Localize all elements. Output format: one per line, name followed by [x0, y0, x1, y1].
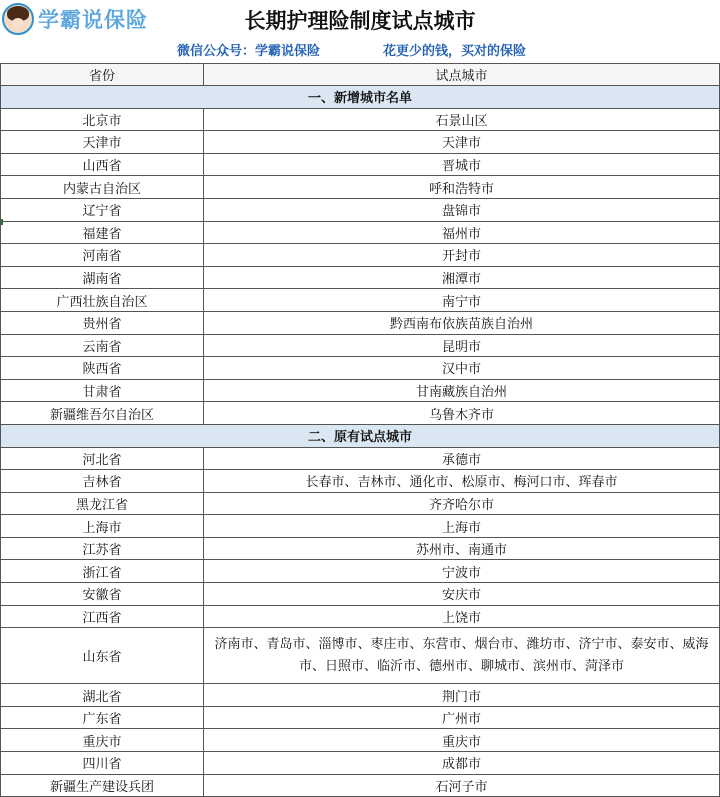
cities-cell[interactable]: 广州市	[441, 712, 481, 728]
cities-cell[interactable]: 盘锦市	[441, 204, 481, 220]
section-heading-row	[0, 425, 720, 448]
title-block	[0, 0, 720, 63]
cities-cell[interactable]: 苏州市、南通市	[415, 543, 507, 559]
province-cell[interactable]: 贵州省	[1, 312, 204, 334]
province-cell[interactable]: 江西省	[1, 606, 204, 628]
province-cell[interactable]: 安徽省	[1, 583, 204, 605]
province-cell[interactable]: 天津市	[1, 131, 204, 153]
province-cell[interactable]: 山西省	[1, 154, 204, 176]
province-cell[interactable]: 北京市	[1, 109, 204, 131]
province-cell[interactable]: 四川省	[1, 752, 204, 774]
table-row	[0, 752, 720, 775]
table-row	[0, 470, 720, 493]
province-cell[interactable]: 广东省	[1, 707, 204, 729]
province-cell[interactable]: 河北省	[1, 448, 204, 470]
cities-cell[interactable]: 成都市	[441, 757, 481, 773]
table-row	[0, 176, 720, 199]
cities-cell[interactable]: 石河子市	[435, 779, 488, 795]
province-cell[interactable]: 新疆维吾尔自治区	[1, 402, 204, 424]
cities-cell[interactable]: 湘潭市	[441, 272, 481, 288]
table-row	[0, 707, 720, 730]
province-cell[interactable]: 浙江省	[1, 560, 204, 582]
cities-cell[interactable]: 重庆市	[441, 734, 481, 750]
table-row	[0, 131, 720, 154]
table-row	[0, 402, 720, 425]
table-row	[0, 267, 720, 290]
cities-cell[interactable]: 天津市	[441, 136, 481, 152]
province-cell[interactable]: 黑龙江省	[1, 493, 204, 515]
cities-cell[interactable]: 汉中市	[441, 362, 481, 378]
column-header-cities[interactable]: 试点城市	[204, 64, 719, 85]
page-title: 长期护理险制度试点城市	[244, 9, 476, 33]
cities-cell[interactable]: 齐齐哈尔市	[428, 497, 494, 513]
cities-cell[interactable]: 南宁市	[441, 294, 481, 310]
cities-cell[interactable]: 宁波市	[441, 565, 481, 581]
section-heading[interactable]: 一、新增城市名单	[307, 91, 412, 107]
province-cell[interactable]: 江苏省	[1, 538, 204, 560]
cities-cell[interactable]: 济南市、青岛市、淄博市、枣庄市、东营市、烟台市、潍坊市、济宁市、泰安市、威海市、日照市、临沂市、德州市、聊城市、滨州市、菏泽市	[214, 636, 709, 674]
cities-cell[interactable]: 甘南藏族自治州	[415, 385, 507, 401]
province-cell[interactable]: 广西壮族自治区	[1, 289, 204, 311]
table-row	[0, 199, 720, 222]
table-row	[0, 538, 720, 561]
table-header-row	[0, 64, 720, 86]
province-cell[interactable]: 福建省	[1, 222, 204, 244]
table-row	[0, 560, 720, 583]
slogan: 花更少的钱，买对的保险	[383, 44, 527, 59]
logo-text: 学霸说保险	[38, 8, 148, 32]
cities-cell[interactable]: 福州市	[441, 226, 481, 242]
cities-cell[interactable]: 乌鲁木齐市	[428, 407, 494, 423]
cities-cell[interactable]: 上饶市	[441, 610, 481, 626]
table-row	[0, 684, 720, 707]
section-heading-row	[0, 86, 720, 109]
cities-cell[interactable]: 上海市	[441, 520, 481, 536]
cities-cell[interactable]: 晋城市	[441, 159, 481, 175]
province-cell[interactable]: 内蒙古自治区	[1, 176, 204, 198]
table-row	[0, 729, 720, 752]
table-row	[0, 154, 720, 177]
column-header-province[interactable]: 省份	[1, 64, 204, 85]
table-row	[0, 335, 720, 358]
table-row	[0, 380, 720, 403]
table-row	[0, 493, 720, 516]
table-row	[0, 357, 720, 380]
table-row	[0, 109, 720, 132]
table-row	[0, 628, 720, 684]
table-row	[0, 606, 720, 629]
table-row	[0, 583, 720, 606]
cities-cell[interactable]: 呼和浩特市	[428, 181, 494, 197]
cities-cell[interactable]: 荆门市	[441, 689, 481, 705]
province-cell[interactable]: 云南省	[1, 335, 204, 357]
cities-cell[interactable]: 石景山区	[435, 113, 488, 129]
table-row	[0, 222, 720, 245]
province-cell[interactable]: 河南省	[1, 244, 204, 266]
province-cell[interactable]: 陕西省	[1, 357, 204, 379]
cities-cell[interactable]: 昆明市	[441, 339, 481, 355]
province-cell[interactable]: 重庆市	[1, 729, 204, 751]
table-row	[0, 289, 720, 312]
table-row	[0, 448, 720, 471]
province-cell[interactable]: 山东省	[1, 628, 204, 683]
province-cell[interactable]: 湖北省	[1, 684, 204, 706]
section-heading[interactable]: 二、原有试点城市	[307, 430, 412, 446]
cities-cell[interactable]: 开封市	[441, 249, 481, 265]
province-cell[interactable]: 吉林省	[1, 470, 204, 492]
cities-cell[interactable]: 黔西南布依族苗族自治州	[389, 317, 533, 333]
wechat-account: 微信公众号：学霸说保险	[177, 44, 321, 59]
table-row	[0, 312, 720, 335]
pilot-city-table	[0, 63, 720, 797]
province-cell[interactable]: 甘肃省	[1, 380, 204, 402]
cities-cell[interactable]: 承德市	[441, 452, 481, 468]
table-row	[0, 244, 720, 267]
table-row	[0, 515, 720, 538]
cities-cell[interactable]: 安庆市	[441, 588, 481, 604]
province-cell[interactable]: 新疆生产建设兵团	[1, 775, 204, 797]
cities-cell[interactable]: 长春市、吉林市、通化市、松原市、梅河口市、珲春市	[305, 475, 618, 491]
province-cell[interactable]: 湖南省	[1, 267, 204, 289]
province-cell[interactable]: 辽宁省	[1, 199, 204, 221]
province-cell[interactable]: 上海市	[1, 515, 204, 537]
